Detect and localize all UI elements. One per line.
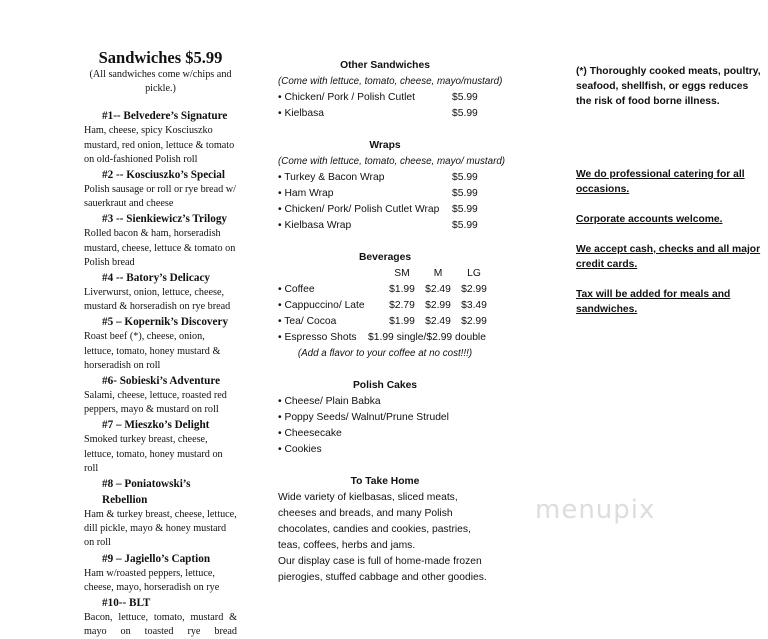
item-price: $2.79 [389, 300, 415, 311]
sandwich-description: Liverwurst, onion, lettuce, cheese, mustard & horseradish on rye bread [84, 287, 231, 313]
sandwich-item [84, 476, 237, 551]
item-name: • Chicken/ Pork/ Polish Cutlet Wrap [278, 204, 440, 215]
notice: We accept cash, checks and all major credit cards. [576, 244, 761, 270]
sandwich-name: #4 -- Batory’s Delicacy [102, 272, 211, 285]
item-price: $2.99 [425, 300, 451, 311]
item-name: • Kielbasa Wrap [278, 220, 352, 231]
cake-item: • Cheesecake [278, 428, 342, 439]
item-name: • Cappuccino/ Late [278, 300, 365, 311]
beverage-note: (Add a flavor to your coffee at no cost!!!) [297, 348, 473, 359]
sandwich-item [84, 551, 237, 595]
beverage-size-header [278, 266, 492, 282]
menu-item [278, 170, 492, 186]
sandwich-item [84, 270, 237, 314]
sandwich-item [84, 595, 237, 639]
menu-item [278, 90, 492, 106]
item-price: $1.99 single/$2.99 double [368, 332, 486, 343]
item-name: • Ham Wrap [278, 188, 334, 199]
sandwich-name: #8 – Poniatowski’s Rebellion [102, 478, 191, 507]
sandwich-item [84, 373, 237, 417]
menu-item [278, 218, 492, 234]
item-price: $1.99 [389, 284, 415, 295]
item-name: • Turkey & Bacon Wrap [278, 172, 385, 183]
take-home-text: Wide variety of kielbasas, sliced meats, cheeses and breads, and many Polish chocolates, candies and cookies, pastries, teas, coffees, herbs and jams. [278, 492, 471, 551]
cake-item: • Cookies [278, 444, 322, 455]
sandwiches-column [84, 48, 237, 639]
beverages-section [278, 250, 492, 362]
item-name: • Chicken/ Pork / Polish Cutlet [278, 92, 415, 103]
sandwich-description: Bacon, lettuce, tomato, mustard & mayo on toasted rye bread [84, 612, 237, 638]
beverage-row [278, 298, 492, 314]
sandwich-name: #10-- BLT [102, 597, 151, 610]
beverage-row [278, 314, 492, 330]
sandwich-description: Polish sausage or roll or rye bread w/ sauerkraut and cheese [84, 184, 236, 210]
sandwich-item [84, 211, 237, 270]
sandwich-name: #5 – Kopernik’s Discovery [102, 316, 229, 329]
sandwich-name: #2 -- Kosciuszko’s Special [102, 169, 225, 182]
sandwich-name: #9 – Jagiello’s Caption [102, 552, 211, 565]
food-safety-disclaimer: (*) Thoroughly cooked meats, poultry, seafood, shellfish, or eggs reduces the risk of food borne illness. [576, 66, 761, 107]
size-label: SM [394, 268, 410, 279]
menu-item [278, 202, 492, 218]
sandwich-name: #6- Sobieski’s Adventure [102, 375, 221, 388]
sandwich-description: Ham w/roasted peppers, lettuce, cheese, mayo, horseradish on rye [84, 567, 220, 593]
sandwich-description: Ham & turkey breast, cheese, lettuce, dill pickle, mayo & honey mustard on roll [84, 509, 237, 549]
item-price: $2.49 [425, 316, 451, 327]
cakes-section [278, 378, 492, 458]
item-price: $5.99 [452, 92, 478, 103]
notice: We do professional catering for all occasions. [576, 169, 745, 195]
size-label: LG [467, 268, 481, 279]
sandwich-item [84, 167, 237, 211]
menu-item [278, 106, 492, 122]
item-price: $2.49 [425, 284, 451, 295]
sandwiches-subtitle: (All sandwiches come w/chips and pickle.) [89, 69, 232, 95]
sandwich-item [84, 108, 237, 167]
section-title: Polish Cakes [352, 380, 418, 391]
section-title: Other Sandwiches [340, 60, 430, 71]
item-name: • Tea/ Cocoa [278, 316, 337, 327]
size-label: M [433, 268, 443, 279]
notice: Tax will be added for meals and sandwiches. [576, 289, 731, 315]
item-price: $2.99 [461, 284, 487, 295]
sandwich-item [84, 417, 237, 476]
sandwiches-title: Sandwiches $5.99 [98, 48, 223, 67]
sandwich-name: #3 -- Sienkiewicz’s Trilogy [102, 213, 228, 226]
item-price: $3.49 [461, 300, 487, 311]
menu-item [278, 186, 492, 202]
sandwich-description: Ham, cheese, spicy Kosciuszko mustard, red onion, lettuce & tomato on old-fashioned Polish roll [84, 125, 235, 165]
section-note: (Come with lettuce, tomato, cheese, mayo/ mustard) [278, 156, 506, 167]
section-note: (Come with lettuce, tomato, cheese, mayo/mustard) [278, 76, 503, 87]
notice: Corporate accounts welcome. [576, 214, 723, 225]
take-home-section [278, 474, 492, 586]
sandwich-description: Roast beef (*), cheese, onion, lettuce, tomato, honey mustard & horseradish on roll [84, 331, 221, 371]
item-name: • Coffee [278, 284, 315, 295]
cake-item: • Poppy Seeds/ Walnut/Prune Strudel [278, 412, 449, 423]
section-title: Beverages [358, 252, 412, 263]
info-column [576, 64, 766, 332]
beverage-row [278, 282, 492, 298]
sandwich-description: Rolled bacon & ham, horseradish mustard, cheese, lettuce & tomato on Polish bread [84, 228, 236, 268]
section-title: To Take Home [350, 476, 420, 487]
sandwich-description: Smoked turkey breast, cheese, lettuce, tomato, honey mustard on roll [84, 434, 223, 474]
item-price: $1.99 [389, 316, 415, 327]
sandwich-name: #7 – Mieszko’s Delight [102, 419, 210, 432]
sandwich-item [84, 314, 237, 373]
sandwich-description: Salami, cheese, lettuce, roasted red peppers, mayo & mustard on roll [84, 390, 227, 416]
sandwich-name: #1-- Belvedere’s Signature [102, 110, 228, 123]
item-name: • Kielbasa [278, 108, 324, 119]
center-column [278, 58, 506, 586]
item-price: $5.99 [452, 172, 478, 183]
take-home-text: Our display case is full of home-made frozen pierogies, stuffed cabbage and other goodies. [278, 556, 487, 583]
item-price: $5.99 [452, 188, 478, 199]
watermark-logo: menupix [535, 495, 656, 525]
espresso-row [278, 330, 492, 346]
item-price: $5.99 [452, 220, 478, 231]
item-price: $5.99 [452, 204, 478, 215]
section-title: Wraps [369, 140, 401, 151]
item-name: • Espresso Shots [278, 332, 357, 343]
cake-item: • Cheese/ Plain Babka [278, 396, 381, 407]
other-sandwiches-section [278, 58, 503, 122]
wraps-section [278, 138, 506, 234]
item-price: $2.99 [461, 316, 487, 327]
item-price: $5.99 [452, 108, 478, 119]
